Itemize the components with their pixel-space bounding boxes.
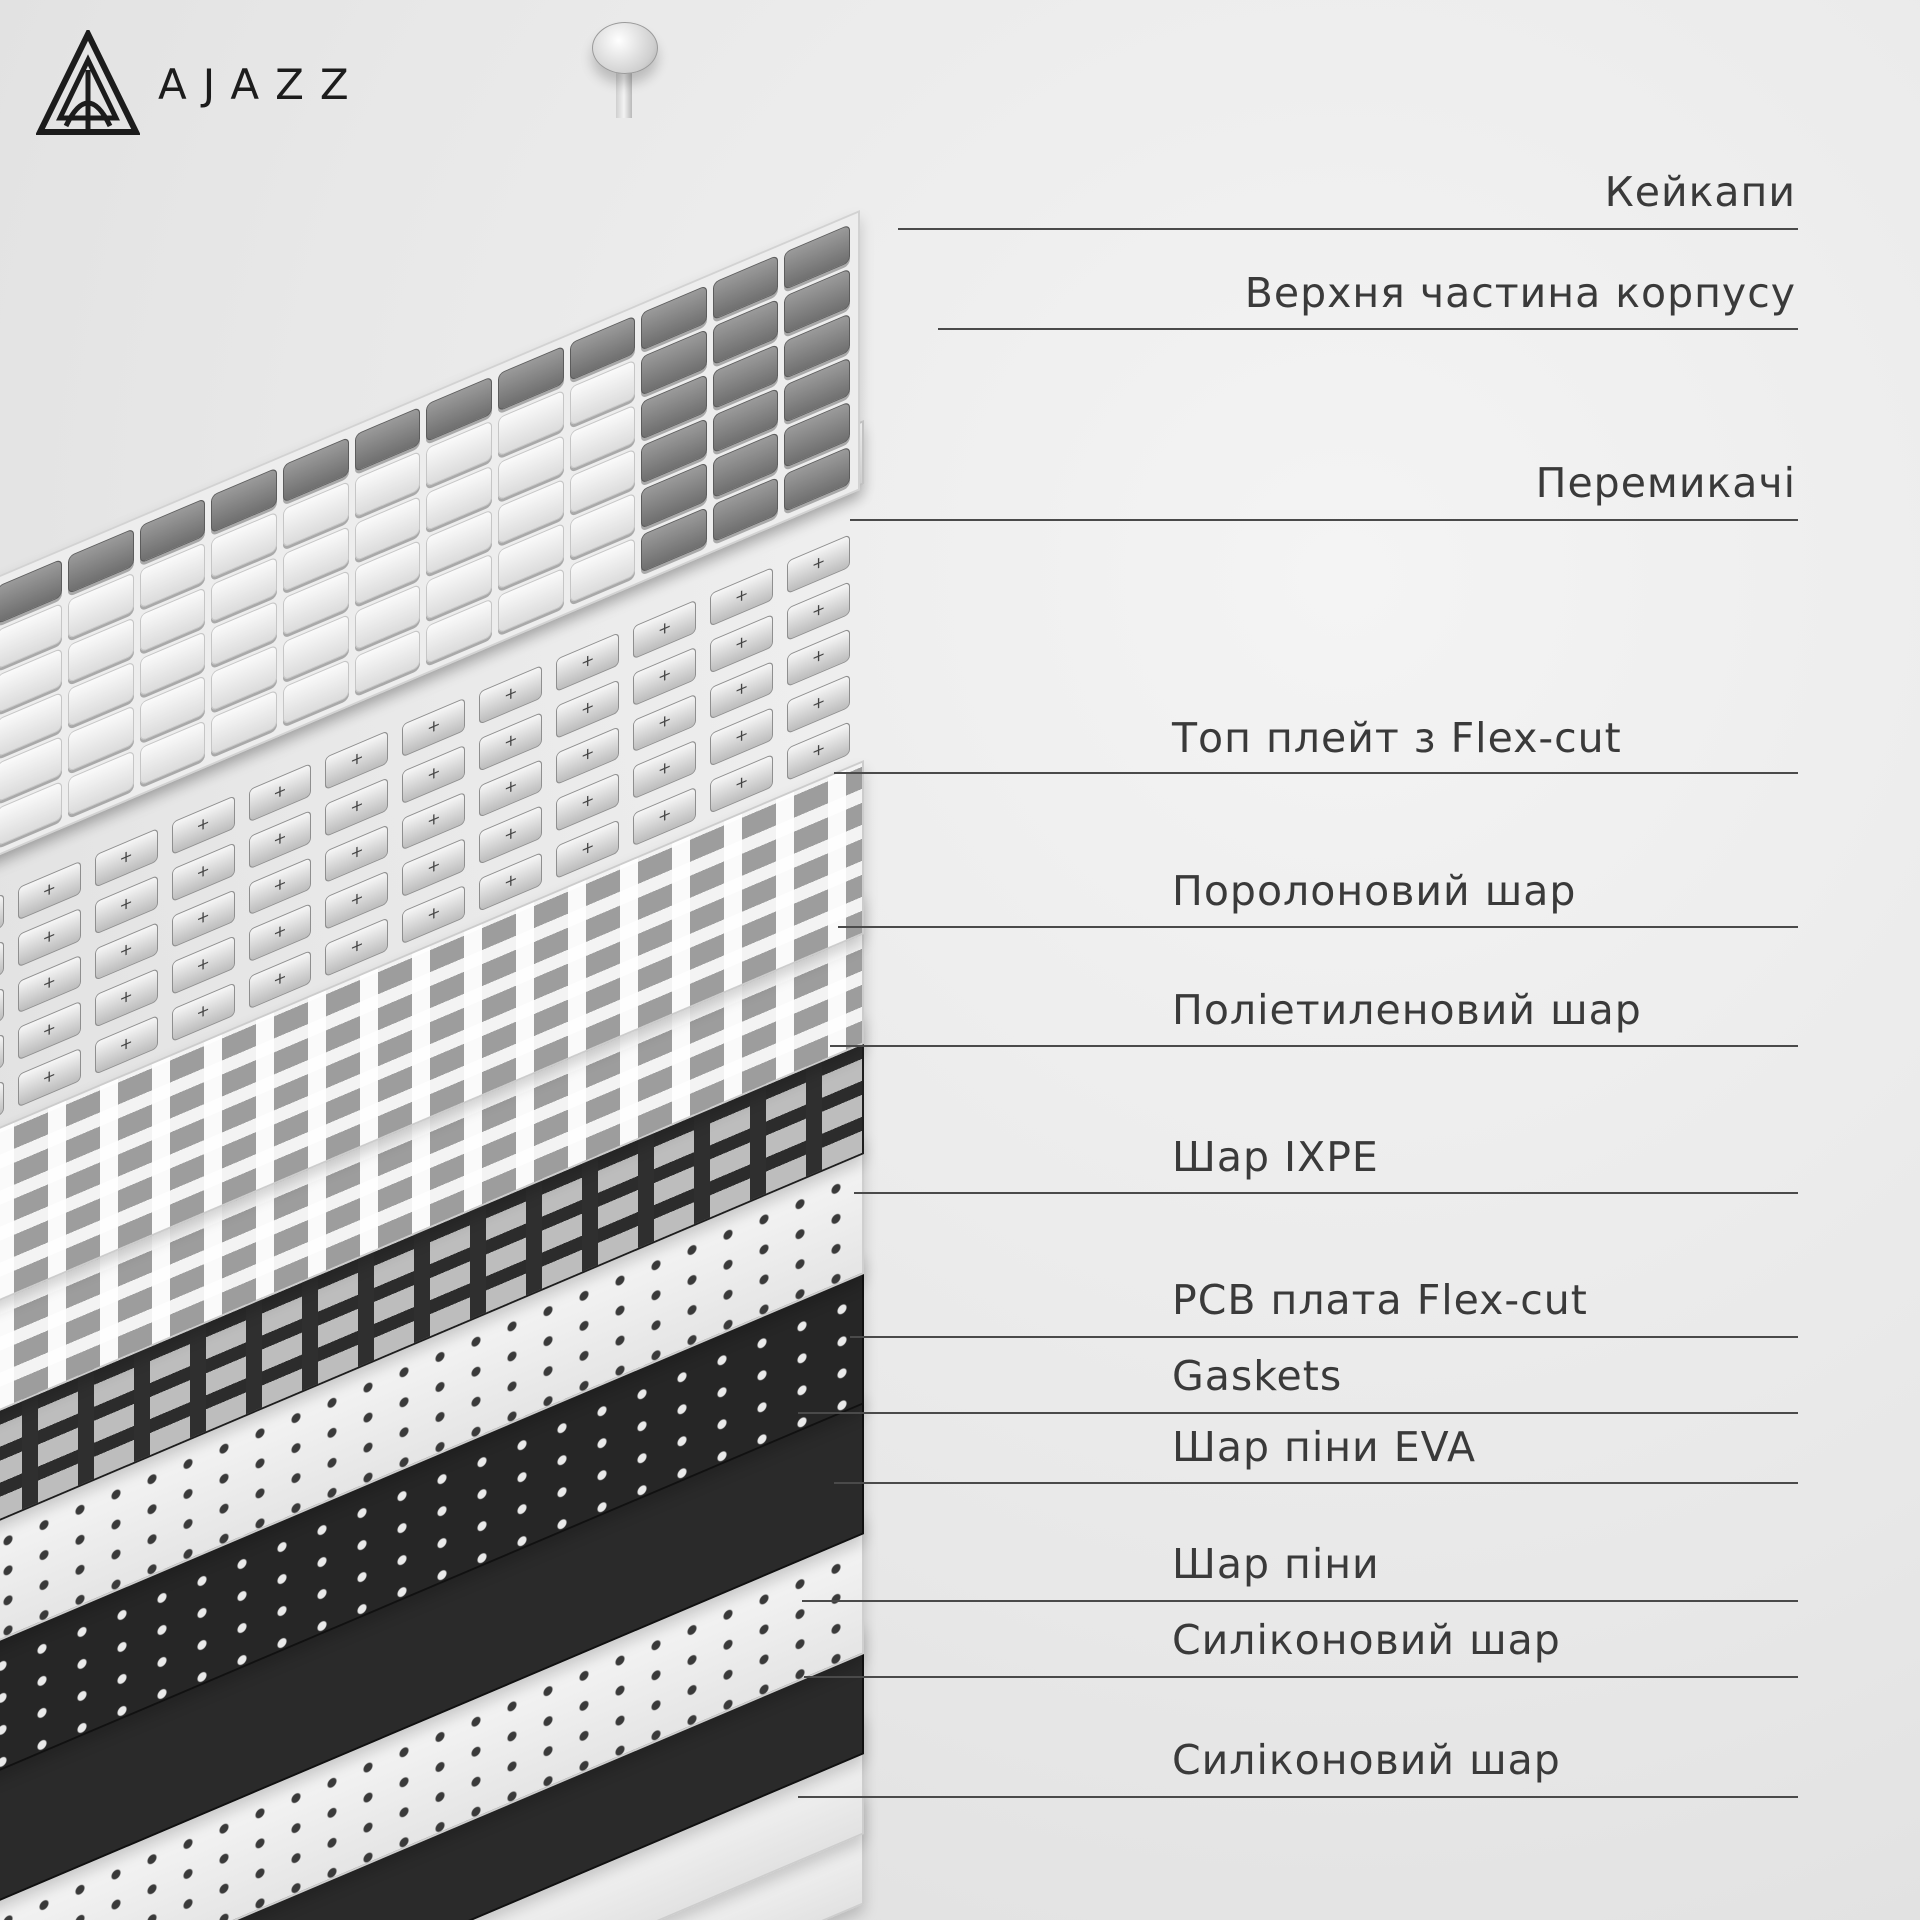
label-pcb: PCB плата Flex-cut — [1172, 1276, 1588, 1324]
label-top-plate: Топ плейт з Flex-cut — [1172, 714, 1622, 762]
label-polyethylene-layer: Поліетиленовий шар — [1172, 986, 1642, 1034]
leader-line-gaskets — [798, 1412, 1798, 1414]
leader-line-case-top — [938, 328, 1798, 330]
label-eva-foam: Шар піни EVA — [1172, 1423, 1477, 1471]
leader-line-eva-foam — [834, 1482, 1798, 1484]
leader-line-top-plate — [834, 772, 1798, 774]
label-keycaps: Кейкапи — [1604, 168, 1796, 216]
rotary-knob — [592, 22, 658, 74]
leader-line-switches — [850, 519, 1798, 521]
leader-line-ixpe-layer — [854, 1192, 1798, 1194]
label-foam-layer: Поролоновий шар — [1172, 867, 1577, 915]
leader-line-pcb — [850, 1336, 1798, 1338]
brand-wordmark: AJAZZ — [158, 59, 365, 109]
label-case-top: Верхня частина корпусу — [1244, 269, 1796, 317]
leader-line-keycaps — [898, 228, 1798, 230]
label-silicone-1: Силіконовий шар — [1172, 1616, 1561, 1664]
label-silicone-2: Силіконовий шар — [1172, 1736, 1561, 1784]
label-switches: Перемикачі — [1535, 459, 1796, 507]
leader-line-foam — [802, 1600, 1798, 1602]
label-foam: Шар піни — [1172, 1540, 1380, 1588]
label-gaskets: Gaskets — [1172, 1352, 1343, 1400]
leader-line-foam-layer — [838, 926, 1798, 928]
knob-stem — [616, 68, 632, 118]
label-ixpe-layer: Шар IXPE — [1172, 1133, 1379, 1181]
leader-line-silicone-1 — [804, 1676, 1798, 1678]
leader-line-polyethylene-layer — [830, 1045, 1798, 1047]
leader-line-silicone-2 — [798, 1796, 1798, 1798]
